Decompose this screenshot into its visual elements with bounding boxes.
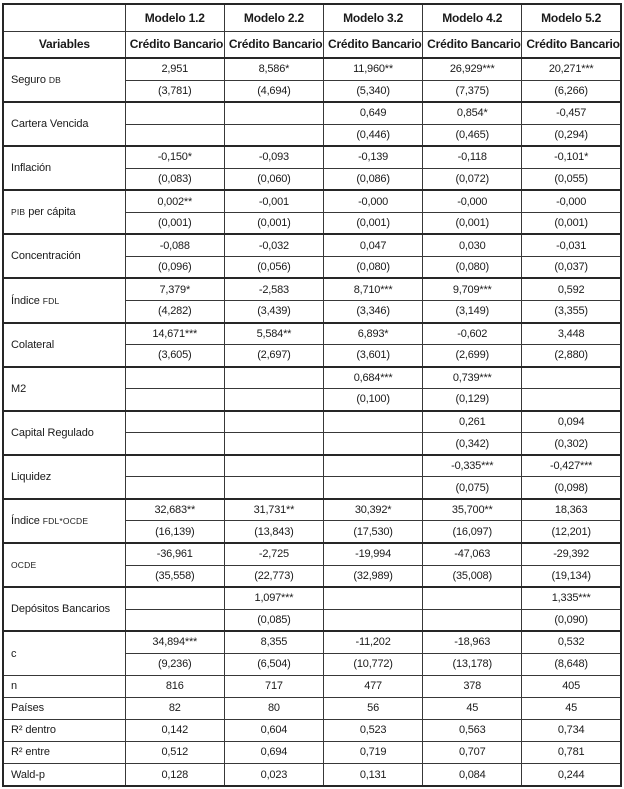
coefficient-cell: 0,030 <box>423 234 522 256</box>
statistic-cell: 0,023 <box>224 764 323 787</box>
coefficient-cell <box>224 102 323 124</box>
coefficient-cell: 0,739*** <box>423 367 522 389</box>
statistic-cell: 82 <box>125 697 224 719</box>
stderr-cell: (0,001) <box>423 212 522 234</box>
variable-coefficient-row <box>3 58 621 80</box>
statistic-cell: 378 <box>423 675 522 697</box>
stderr-cell: (0,465) <box>423 124 522 146</box>
statistic-row <box>3 741 621 763</box>
statistic-row <box>3 675 621 697</box>
stderr-cell: (0,001) <box>324 212 423 234</box>
variable-label-smallcaps: OCDE <box>11 560 37 571</box>
statistic-cell: 45 <box>423 697 522 719</box>
statistic-label: R² entre <box>3 741 125 763</box>
variable-coefficient-row <box>3 234 621 256</box>
variable-label-text: Inflación <box>11 162 52 175</box>
stderr-cell: (3,781) <box>125 80 224 102</box>
variable-label <box>3 367 125 411</box>
statistic-cell: 717 <box>224 675 323 697</box>
statistic-label: Wald-p <box>3 764 125 787</box>
statistic-cell: 0,244 <box>522 764 621 787</box>
variable-coefficient-row <box>3 323 621 345</box>
coefficient-cell <box>522 367 621 389</box>
coefficient-cell: -0,000 <box>324 190 423 212</box>
coefficient-cell: -11,202 <box>324 631 423 653</box>
coefficient-cell: -0,001 <box>224 190 323 212</box>
stderr-cell: (13,178) <box>423 653 522 675</box>
stderr-cell: (10,772) <box>324 653 423 675</box>
variable-coefficient-row <box>3 367 621 389</box>
statistic-row <box>3 764 621 787</box>
variable-coefficient-row <box>3 455 621 477</box>
stderr-cell: (0,086) <box>324 168 423 190</box>
stderr-cell: (2,699) <box>423 345 522 367</box>
variable-label-smallcaps: FDL <box>42 295 60 306</box>
stderr-cell: (22,773) <box>224 565 323 587</box>
coefficient-cell: -0,101* <box>522 146 621 168</box>
stderr-cell <box>423 609 522 631</box>
coefficient-cell: -0,602 <box>423 323 522 345</box>
stderr-cell <box>324 433 423 455</box>
coefficient-cell: 18,363 <box>522 499 621 521</box>
coefficient-cell: -0,000 <box>423 190 522 212</box>
variable-label-text: per cápita <box>25 206 76 219</box>
coefficient-cell: -36,961 <box>125 543 224 565</box>
coefficient-cell: 0,684*** <box>324 367 423 389</box>
coefficient-cell <box>224 367 323 389</box>
coefficient-cell: 0,592 <box>522 278 621 300</box>
model-header-row <box>3 4 621 31</box>
variable-label-text: Liquidez <box>11 470 52 483</box>
coefficient-cell: -0,088 <box>125 234 224 256</box>
variable-coefficient-row <box>3 499 621 521</box>
variable-coefficient-row <box>3 411 621 433</box>
stderr-cell: (0,100) <box>324 389 423 411</box>
coefficient-cell: -0,150* <box>125 146 224 168</box>
coefficient-cell: 9,709*** <box>423 278 522 300</box>
stderr-cell: (0,342) <box>423 433 522 455</box>
variable-label <box>3 587 125 631</box>
statistic-cell: 405 <box>522 675 621 697</box>
stderr-cell: (4,282) <box>125 301 224 323</box>
stderr-cell <box>324 609 423 631</box>
dependent-header-row <box>3 31 621 58</box>
variable-label-text: Concentración <box>11 250 81 263</box>
coefficient-cell: -0,093 <box>224 146 323 168</box>
coefficient-cell: -2,583 <box>224 278 323 300</box>
stderr-cell <box>224 389 323 411</box>
statistic-cell: 0,719 <box>324 741 423 763</box>
variable-label <box>3 411 125 455</box>
stderr-cell: (0,001) <box>125 212 224 234</box>
stderr-cell: (0,090) <box>522 609 621 631</box>
stderr-cell: (3,355) <box>522 301 621 323</box>
stderr-cell <box>224 433 323 455</box>
stderr-cell: (32,989) <box>324 565 423 587</box>
statistic-cell: 80 <box>224 697 323 719</box>
statistic-cell: 0,694 <box>224 741 323 763</box>
stderr-cell: (16,097) <box>423 521 522 543</box>
variable-label <box>3 234 125 278</box>
statistic-cell: 0,142 <box>125 719 224 741</box>
stderr-cell: (12,201) <box>522 521 621 543</box>
variable-label <box>3 278 125 322</box>
statistic-cell: 56 <box>324 697 423 719</box>
table-body <box>3 58 621 786</box>
statistic-cell: 45 <box>522 697 621 719</box>
statistic-cell: 0,131 <box>324 764 423 787</box>
stderr-cell: (9,236) <box>125 653 224 675</box>
coefficient-cell: 1,335*** <box>522 587 621 609</box>
stderr-cell: (0,080) <box>324 256 423 278</box>
coefficient-cell: 0,649 <box>324 102 423 124</box>
variable-label-text: Colateral <box>11 338 55 351</box>
coefficient-cell <box>125 455 224 477</box>
coefficient-cell: 11,960** <box>324 58 423 80</box>
coefficient-cell: 0,047 <box>324 234 423 256</box>
coefficient-cell: 0,261 <box>423 411 522 433</box>
variable-coefficient-row <box>3 146 621 168</box>
statistic-cell: 0,512 <box>125 741 224 763</box>
coefficient-cell: 8,710*** <box>324 278 423 300</box>
stderr-cell: (6,504) <box>224 653 323 675</box>
stderr-cell <box>224 124 323 146</box>
coefficient-cell <box>125 102 224 124</box>
coefficient-cell <box>125 367 224 389</box>
coefficient-cell <box>423 587 522 609</box>
coefficient-cell <box>324 455 423 477</box>
variable-label <box>3 323 125 367</box>
coefficient-cell: -0,000 <box>522 190 621 212</box>
stderr-cell: (8,648) <box>522 653 621 675</box>
coefficient-cell: 2,951 <box>125 58 224 80</box>
stderr-cell: (0,083) <box>125 168 224 190</box>
variable-coefficient-row <box>3 587 621 609</box>
variable-label <box>3 631 125 675</box>
stderr-cell: (0,096) <box>125 256 224 278</box>
dependent-variable-header: Crédito Bancario <box>125 31 224 58</box>
stderr-cell <box>125 124 224 146</box>
variable-label <box>3 58 125 102</box>
variable-label-text: Capital Regulado <box>11 426 94 439</box>
variable-label-text: M2 <box>11 382 27 395</box>
coefficient-cell <box>125 411 224 433</box>
coefficient-cell: -18,963 <box>423 631 522 653</box>
coefficient-cell: 7,379* <box>125 278 224 300</box>
coefficient-cell: 20,271*** <box>522 58 621 80</box>
coefficient-cell <box>224 455 323 477</box>
variable-label <box>3 146 125 190</box>
stderr-cell: (0,072) <box>423 168 522 190</box>
variable-label-smallcaps: DB <box>48 75 62 86</box>
variable-coefficient-row <box>3 543 621 565</box>
coefficient-cell: 8,355 <box>224 631 323 653</box>
coefficient-cell: -2,725 <box>224 543 323 565</box>
stderr-cell: (3,149) <box>423 301 522 323</box>
model-header: Modelo 4.2 <box>423 4 522 31</box>
variable-label-smallcaps: FDL*OCDE <box>42 515 89 526</box>
coefficient-cell <box>324 411 423 433</box>
coefficient-cell: -0,118 <box>423 146 522 168</box>
statistic-label: Países <box>3 697 125 719</box>
statistic-label: n <box>3 675 125 697</box>
coefficient-cell: 0,532 <box>522 631 621 653</box>
stderr-cell <box>125 477 224 499</box>
stderr-cell: (16,139) <box>125 521 224 543</box>
variable-label <box>3 499 125 543</box>
statistic-cell: 0,128 <box>125 764 224 787</box>
model-header: Modelo 1.2 <box>125 4 224 31</box>
stderr-cell: (19,134) <box>522 565 621 587</box>
coefficient-cell: 0,094 <box>522 411 621 433</box>
stderr-cell: (4,694) <box>224 80 323 102</box>
coefficient-cell: -0,139 <box>324 146 423 168</box>
stderr-cell: (0,098) <box>522 477 621 499</box>
stderr-cell: (0,060) <box>224 168 323 190</box>
coefficient-cell: 30,392* <box>324 499 423 521</box>
stderr-cell <box>125 609 224 631</box>
coefficient-cell: 5,584** <box>224 323 323 345</box>
stderr-cell: (17,530) <box>324 521 423 543</box>
coefficient-cell <box>224 411 323 433</box>
stderr-cell: (0,129) <box>423 389 522 411</box>
stderr-cell <box>522 389 621 411</box>
variable-coefficient-row <box>3 278 621 300</box>
coefficient-cell: 35,700** <box>423 499 522 521</box>
statistic-row <box>3 719 621 741</box>
model-header: Modelo 3.2 <box>324 4 423 31</box>
coefficient-cell: 14,671*** <box>125 323 224 345</box>
stderr-cell: (0,080) <box>423 256 522 278</box>
coefficient-cell: -0,427*** <box>522 455 621 477</box>
variable-coefficient-row <box>3 190 621 212</box>
statistic-cell: 0,563 <box>423 719 522 741</box>
coefficient-cell: 32,683** <box>125 499 224 521</box>
dependent-variable-header: Crédito Bancario <box>423 31 522 58</box>
table-header <box>3 4 621 58</box>
coefficient-cell: -47,063 <box>423 543 522 565</box>
variable-label-smallcaps: PIB <box>11 207 26 218</box>
dependent-variable-header: Crédito Bancario <box>324 31 423 58</box>
stderr-cell: (2,880) <box>522 345 621 367</box>
stderr-cell: (0,055) <box>522 168 621 190</box>
variable-label-text: Cartera Vencida <box>11 118 89 131</box>
coefficient-cell: -29,392 <box>522 543 621 565</box>
statistic-cell: 816 <box>125 675 224 697</box>
stderr-cell: (7,375) <box>423 80 522 102</box>
coefficient-cell: -0,031 <box>522 234 621 256</box>
stderr-cell: (3,439) <box>224 301 323 323</box>
stderr-cell: (0,085) <box>224 609 323 631</box>
stderr-cell: (0,037) <box>522 256 621 278</box>
statistic-cell: 0,707 <box>423 741 522 763</box>
coefficient-cell: 0,002** <box>125 190 224 212</box>
coefficient-cell: 0,854* <box>423 102 522 124</box>
stderr-cell: (5,340) <box>324 80 423 102</box>
stderr-cell <box>125 389 224 411</box>
stderr-cell: (3,346) <box>324 301 423 323</box>
stderr-cell: (0,075) <box>423 477 522 499</box>
coefficient-cell: -0,335*** <box>423 455 522 477</box>
stderr-cell: (35,008) <box>423 565 522 587</box>
stderr-cell <box>125 433 224 455</box>
stderr-cell: (13,843) <box>224 521 323 543</box>
model-header: Modelo 5.2 <box>522 4 621 31</box>
variable-label <box>3 102 125 146</box>
corner-cell <box>3 4 125 31</box>
statistic-cell: 0,604 <box>224 719 323 741</box>
coefficient-cell: 26,929*** <box>423 58 522 80</box>
dependent-variable-header: Crédito Bancario <box>224 31 323 58</box>
stderr-cell: (6,266) <box>522 80 621 102</box>
variable-label-text: Depósitos Bancarios <box>11 603 110 616</box>
variable-coefficient-row <box>3 102 621 124</box>
coefficient-cell: -19,994 <box>324 543 423 565</box>
variable-label <box>3 190 125 234</box>
variable-label-text: Índice <box>11 294 43 307</box>
dependent-variable-header: Crédito Bancario <box>522 31 621 58</box>
stderr-cell: (0,001) <box>522 212 621 234</box>
stderr-cell: (0,056) <box>224 256 323 278</box>
coefficient-cell: 1,097*** <box>224 587 323 609</box>
variable-label <box>3 543 125 587</box>
model-header: Modelo 2.2 <box>224 4 323 31</box>
stderr-cell <box>224 477 323 499</box>
stderr-cell: (0,001) <box>224 212 323 234</box>
stderr-cell: (0,294) <box>522 124 621 146</box>
coefficient-cell: 8,586* <box>224 58 323 80</box>
variable-label-text: Seguro <box>11 74 49 87</box>
stderr-cell: (3,601) <box>324 345 423 367</box>
coefficient-cell: 34,894*** <box>125 631 224 653</box>
coefficient-cell <box>125 587 224 609</box>
coefficient-cell: 31,731** <box>224 499 323 521</box>
regression-table <box>2 3 622 787</box>
statistic-cell: 0,781 <box>522 741 621 763</box>
statistic-label: R² dentro <box>3 719 125 741</box>
statistic-cell: 0,084 <box>423 764 522 787</box>
variable-label-text: c <box>11 647 17 660</box>
stderr-cell: (0,302) <box>522 433 621 455</box>
statistic-row <box>3 697 621 719</box>
stderr-cell: (0,446) <box>324 124 423 146</box>
statistic-cell: 0,523 <box>324 719 423 741</box>
variable-coefficient-row <box>3 631 621 653</box>
statistic-cell: 0,734 <box>522 719 621 741</box>
coefficient-cell: -0,032 <box>224 234 323 256</box>
statistic-cell: 477 <box>324 675 423 697</box>
stderr-cell: (2,697) <box>224 345 323 367</box>
variable-label <box>3 455 125 499</box>
coefficient-cell: 3,448 <box>522 323 621 345</box>
stderr-cell <box>324 477 423 499</box>
stderr-cell: (35,558) <box>125 565 224 587</box>
coefficient-cell: -0,457 <box>522 102 621 124</box>
variable-label-text: Índice <box>11 514 43 527</box>
coefficient-cell <box>324 587 423 609</box>
stderr-cell: (3,605) <box>125 345 224 367</box>
variables-header: Variables <box>3 31 125 58</box>
coefficient-cell: 6,893* <box>324 323 423 345</box>
